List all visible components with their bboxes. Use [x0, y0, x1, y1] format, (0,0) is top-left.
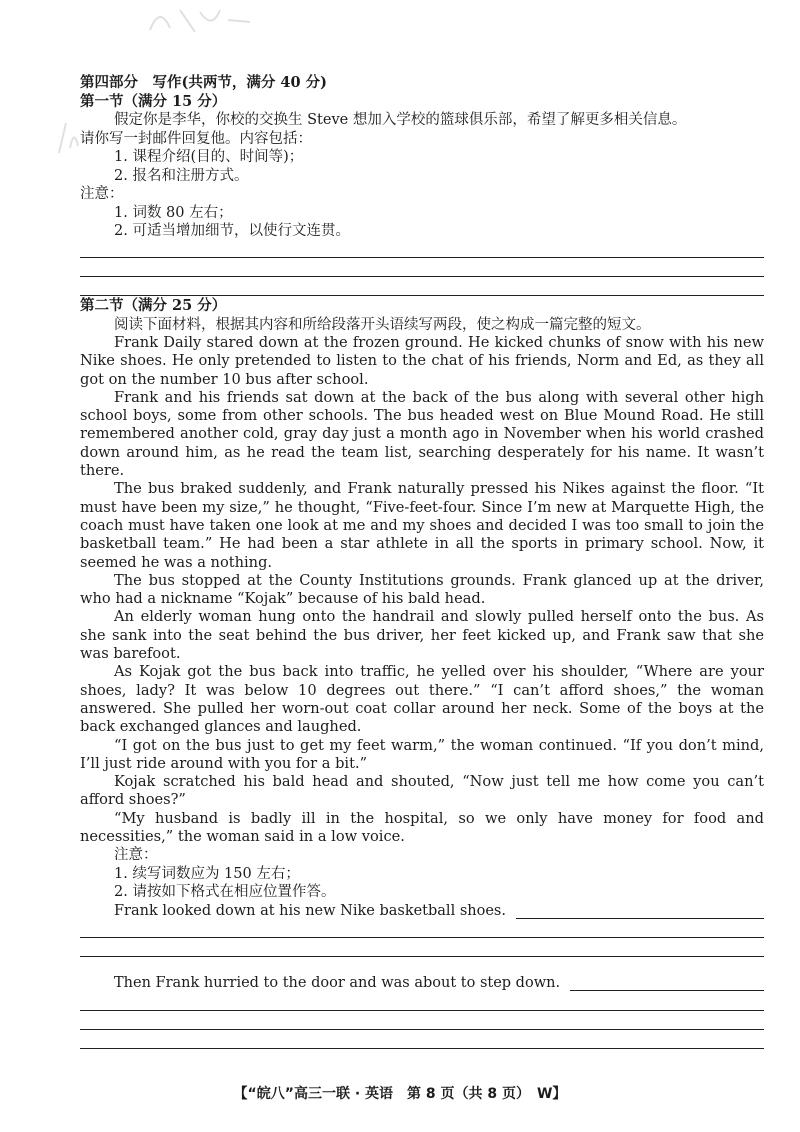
- answer-line[interactable]: [80, 295, 764, 296]
- requirement-item: 2. 报名和注册方式。: [114, 167, 249, 184]
- answer-line[interactable]: [570, 990, 764, 991]
- passage-paragraph: An elderly woman hung onto the handrail and slowly pulled herself onto the bus. As she sank into the seat behind the bus driver, her feet kicked up, and Frank saw that she was barefoot.: [80, 608, 764, 663]
- answer-line[interactable]: [516, 918, 764, 919]
- section-one-title: 第一节（满分 15 分）: [80, 92, 227, 110]
- note-item: 1. 续写词数应为 150 左右；: [114, 865, 300, 882]
- note-label: 注意：: [80, 186, 124, 202]
- passage-paragraph: As Kojak got the bus back into traffic, he yelled over his shoulder, “Where are your shoes, lady? It was below 10 degrees out there.” “I can’t afford shoes,” the woman answered. She pulled her worn-out coat collar around her neck. Some of the boys at the back exchanged glances and laughed.: [80, 663, 764, 736]
- passage-paragraph: “I got on the bus just to get my feet warm,” the woman continued. “If you don’t mind, I’ll just ride around with you for a bit.”: [80, 736, 764, 772]
- answer-line[interactable]: [80, 257, 764, 258]
- passage-paragraph: Frank and his friends sat down at the back of the bus along with several other high school boys, some from other schools. The bus headed west on Blue Mound Road. He still remembered another cold, gray day just a month ago in November when his world crashed down around him, as he read the team list, searching desperately for his name. It wasn’t there.: [80, 388, 764, 480]
- answer-line[interactable]: [80, 276, 764, 277]
- paragraph-opener-2: Then Frank hurried to the door and was about to step down.: [114, 975, 561, 991]
- note-label: 注意：: [114, 847, 158, 864]
- section-two-intro: 阅读下面材料，根据其内容和所给段落开头语续写两段，使之构成一篇完整的短文。: [114, 316, 651, 333]
- section-two: [80, 297, 764, 902]
- section-one: [80, 74, 764, 241]
- requirement-item: 1. 课程介绍(目的、时间等)；: [114, 149, 304, 165]
- passage-paragraph: Kojak scratched his bald head and shouted, “Now just tell me how come you can’t afford shoes?”: [80, 773, 764, 809]
- answer-line[interactable]: [80, 937, 764, 938]
- part-title: 第四部分 写作(共两节，满分 40 分): [80, 74, 327, 91]
- margin-mark: [54, 118, 82, 158]
- section-one-prompt: 假定你是李华，你校的交换生 Steve 想加入学校的篮球俱乐部，希望了解更多相关信息。: [114, 112, 687, 128]
- passage-paragraph: “My husband is badly ill in the hospital, so we only have money for food and necessities,” the woman said in a low voice.: [80, 809, 764, 846]
- section-one-prompt-cont: 请你写一封邮件回复他。内容包括：: [80, 130, 312, 147]
- answer-line[interactable]: [80, 956, 764, 957]
- note-item: 1. 词数 80 左右；: [114, 204, 233, 221]
- passage-paragraph: Frank Daily stared down at the frozen ground. He kicked chunks of snow with his new Nike shoes. He only pretended to listen to the chat of his friends, Norm and Ed, as they all got on the number 10 bus after school.: [80, 334, 764, 388]
- section-two-title: 第二节（满分 25 分）: [80, 297, 227, 314]
- watermark-mark: [140, 0, 260, 40]
- answer-line[interactable]: [80, 1010, 764, 1011]
- reading-passage: [80, 334, 764, 846]
- note-item: 2. 可适当增加细节，以使行文连贯。: [114, 223, 350, 239]
- answer-line[interactable]: [80, 1029, 764, 1030]
- answer-line[interactable]: [80, 1048, 764, 1049]
- passage-paragraph: The bus braked suddenly, and Frank naturally pressed his Nikes against the floor. “It must have been my size,” he thought, “Five-feet-four. Since I’m new at Marquette High, the coach must have taken one look at me and my shoes and decided I was too small to join the basketball team.” He had been a star athlete in all the sports in primary school. Now, it seemed he was a nothing.: [80, 480, 764, 571]
- note-item: 2. 请按如下格式在相应位置作答。: [114, 884, 336, 901]
- passage-paragraph: The bus stopped at the County Institutions grounds. Frank glanced up at the driver, who had a nickname “Kojak” because of his bald head.: [80, 571, 764, 608]
- page-footer: 【“皖八”高三一联 · 英语 第 8 页（共 8 页） W】: [233, 1086, 567, 1102]
- paragraph-opener-1: Frank looked down at his new Nike basketball shoes.: [114, 903, 506, 919]
